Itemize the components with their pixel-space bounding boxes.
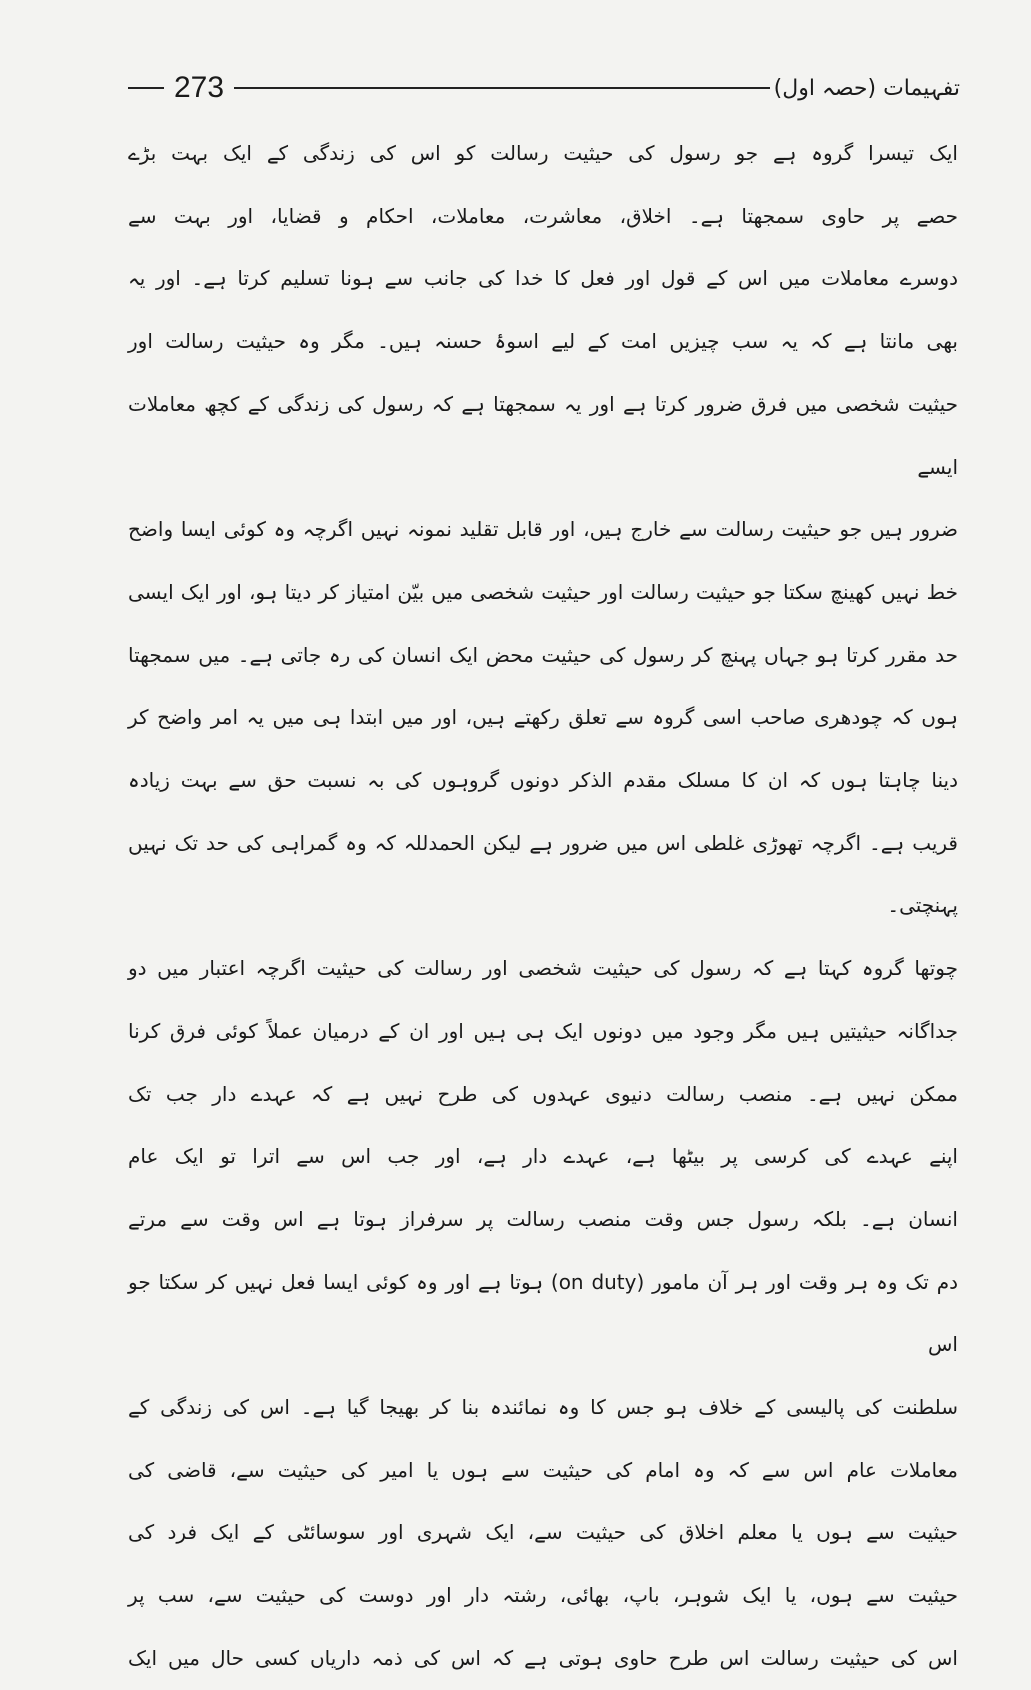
text-line: حیثیت سے ہوں یا معلم اخلاق کی حیثیت سے، ایک شہری اور سوسائٹی کے ایک فرد کی [128,1520,958,1545]
text-line: قریب ہے۔ اگرچہ تھوڑی غلطی اس میں ضرور ہے لیکن الحمدللہ کہ وہ گمراہی کی حد تک نہیں [128,830,958,855]
text-line: سلطنت کی پالیسی کے خلاف ہو جس کا وہ نمائندہ بنا کر بھیجا گیا ہے۔ اس کی زندگی کے [128,1395,958,1420]
text-line: بھی مانتا ہے کہ یہ سب چیزیں امت کے لیے اسوۂ حسنہ ہیں۔ مگر وہ حیثیت رسالت اور [128,329,958,354]
header-rule-left [128,87,164,89]
text-line: معاملات عام اس سے کہ وہ امام کی حیثیت سے ہوں یا امیر کی حیثیت سے، قاضی کی [128,1457,958,1482]
text-line: پہنچتی۔ [887,893,958,918]
page-body [128,122,958,1690]
text-line: ایک تیسرا گروہ ہے جو رسول کی حیثیت رسالت کو اس کی زندگی کے ایک بہت بڑے [128,141,958,165]
text-line: ضرور ہیں جو حیثیت رسالت سے خارج ہیں، اور قابل تقلید نمونہ نہیں اگرچہ وہ کوئی ایسا واضح [128,517,958,542]
text-line: دینا چاہتا ہوں کہ ان کا مسلک مقدم الذکر دونوں گروہوں کی بہ نسبت حق سے بہت زیادہ [128,768,958,793]
book-title: تفہیمات (حصہ اول) [773,75,960,101]
text-line: اس کی حیثیت رسالت اس طرح حاوی ہوتی ہے کہ اس کی ذمہ داریاں کسی حال میں ایک [128,1645,958,1670]
text-line: حیثیت شخصی میں فرق ضرور کرتا ہے اور یہ سمجھتا ہے کہ رسول کی زندگی کے کچھ معاملات ایسے [128,391,958,479]
text-line: خط نہیں کھینچ سکتا جو حیثیت رسالت اور حیثیت شخصی میں بیّن امتیاز کر دیتا ہو، اور ایک ایسی [128,579,958,604]
page-number: 273 [174,71,225,104]
text-line: دوسرے معاملات میں اس کے قول اور فعل کا خدا کی جانب سے ہونا تسلیم کرتا ہے۔ اور یہ [128,266,958,291]
text-line: دم تک وہ ہر وقت اور ہر آن مامور (on duty) ہوتا ہے اور وہ کوئی ایسا فعل نہیں کر سکتا جو اس [128,1269,958,1357]
text-line: جداگانہ حیثیتیں ہیں مگر وجود میں دونوں ایک ہی ہیں اور ان کے درمیان عملاً کوئی فرق کرنا [128,1018,958,1043]
text-line: چوتھا گروہ کہتا ہے کہ رسول کی حیثیت شخصی اور رسالت کی حیثیت اگرچہ اعتبار میں دو [128,956,958,981]
text-line: ہوں کہ چودھری صاحب اسی گروہ سے تعلق رکھتے ہیں، اور میں ابتدا ہی میں یہ امر واضح کر [128,705,958,730]
text-line: حیثیت سے ہوں، یا ایک شوہر، باپ، بھائی، رشتہ دار اور دوست کی حیثیت سے، سب پر [128,1583,958,1608]
text-line: حصے پر حاوی سمجھتا ہے۔ اخلاق، معاشرت، معاملات، احکام و قضایا، اور بہت سے [128,203,958,228]
text-line: حد مقرر کرتا ہو جہاں پہنچ کر رسول کی حیثیت محض ایک انسان کی رہ جاتی ہے۔ میں سمجھتا [128,642,958,667]
running-header [128,68,960,108]
header-rule [234,87,770,89]
text-line: اپنے عہدے کی کرسی پر بیٹھا ہے، عہدے دار ہے، اور جب اس سے اترا تو ایک عام [128,1144,958,1169]
text-line: ممکن نہیں ہے۔ منصب رسالت دنیوی عہدوں کی طرح نہیں ہے کہ عہدے دار جب تک [128,1081,958,1106]
text-line: انسان ہے۔ بلکہ رسول جس وقت منصب رسالت پر سرفراز ہوتا ہے اس وقت سے مرتے [128,1206,958,1231]
